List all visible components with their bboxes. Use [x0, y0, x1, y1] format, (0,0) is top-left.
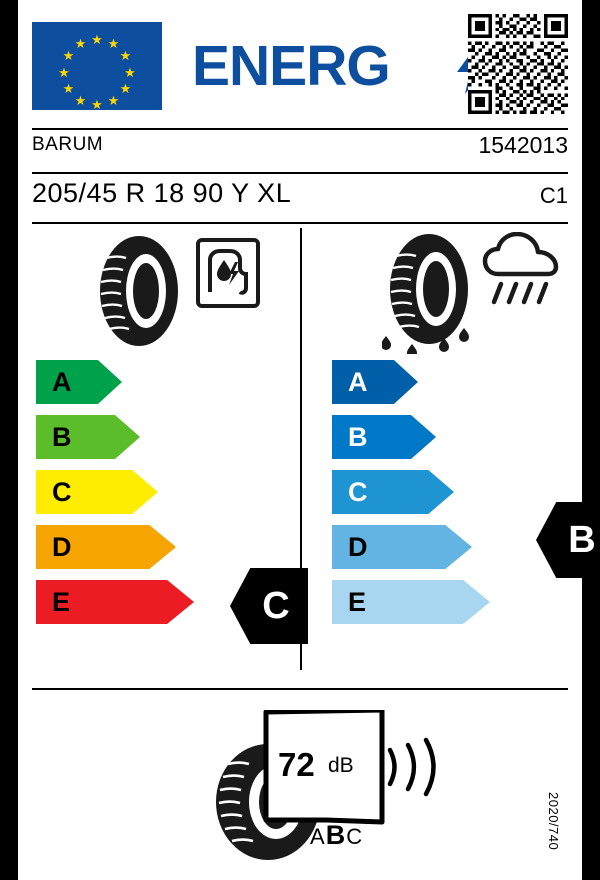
grade-letter: D [348, 532, 368, 562]
right-black-border [582, 0, 600, 880]
grade-letter: C [348, 477, 368, 507]
divider-noise [32, 688, 568, 690]
regulation-reference-text: 2020/740 [546, 791, 561, 850]
noise-class-row [310, 820, 363, 851]
noise-class-a: A [310, 824, 326, 849]
grade-letter: E [348, 587, 367, 617]
noise-class-selected: B [325, 820, 347, 850]
grade-letter: D [52, 532, 72, 562]
sound-waves-icon [384, 734, 442, 800]
label-header [32, 14, 568, 122]
eu-flag-icon: ★ ★ ★ ★ ★ ★ ★ ★ ★ ★ ★ ★ [32, 22, 162, 110]
divider-brand [32, 172, 568, 174]
size-row [32, 178, 568, 220]
rain-cloud-icon [482, 232, 560, 312]
left-black-border [0, 0, 18, 880]
brand-row [32, 132, 568, 168]
divider-size [32, 222, 568, 224]
product-code: 1542013 [478, 132, 568, 158]
grade-letter: B [348, 422, 368, 452]
result-letter: C [262, 585, 290, 627]
wet-grip-result [536, 502, 600, 578]
grade-letter: A [52, 367, 72, 397]
grade-letter: C [52, 477, 72, 507]
divider-header [32, 128, 568, 130]
noise-value: 72 [278, 746, 315, 783]
fuel-efficiency-result [230, 568, 308, 644]
fuel-efficiency-icons [92, 232, 282, 352]
grade-letter: B [52, 422, 72, 452]
wet-grip-icons [382, 232, 572, 352]
grade-bar-shape [332, 360, 418, 404]
grade-bar-shape [36, 360, 122, 404]
regulation-reference [546, 760, 562, 850]
label-frame [18, 0, 596, 880]
noise-class-c: C [346, 824, 364, 849]
page-title: ENERG [192, 34, 390, 98]
tyre-class: C1 [539, 183, 568, 208]
grade-letter: E [52, 587, 71, 617]
grades-main-area [32, 228, 596, 678]
grade-letter: A [348, 367, 368, 397]
tyre-icon [92, 232, 187, 350]
result-letter: B [568, 519, 596, 561]
fuel-pump-icon [196, 238, 260, 308]
qr-code-icon [468, 14, 568, 114]
noise-section [32, 700, 568, 860]
noise-unit: dB [328, 754, 354, 777]
tyre-size-designation: 205/45 R 18 90 Y XL [32, 178, 292, 208]
brand-name: BARUM [32, 134, 104, 155]
tyre-icon [382, 232, 477, 354]
